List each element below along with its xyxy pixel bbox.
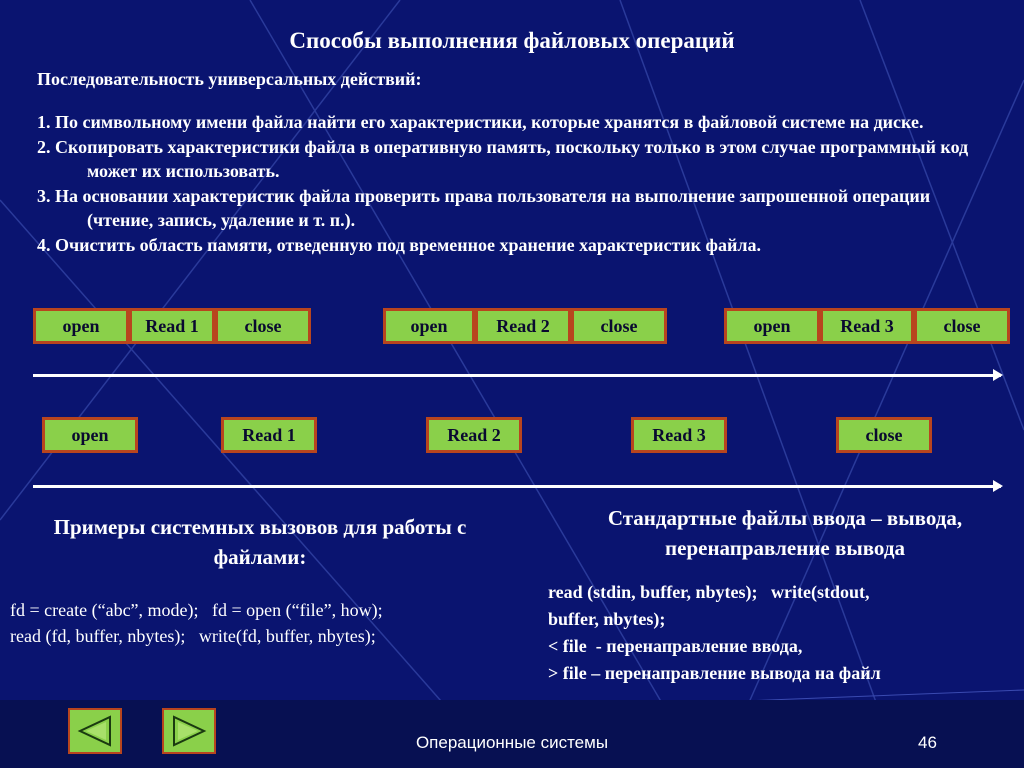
row1-group2-read: Read 2 [475,308,571,344]
row1-group2-open: open [383,308,475,344]
row1-group3-close: close [914,308,1010,344]
syscall-examples [10,597,383,649]
row1-group3-read: Read 3 [820,308,914,344]
step-1: 1. По символьному имени файла найти его характеристики, которые хранятся в файловой системе на диске. [37,112,924,132]
row1-group1-close: close [215,308,311,344]
steps-list [37,110,997,257]
step-4: 4. Очистить область памяти, отведенную под временное хранение характеристик файла. [37,234,761,255]
timeline-arrow-2 [33,485,1001,488]
course-name: Операционные системы [415,733,609,752]
row1-group1-read: Read 1 [129,308,215,344]
row1-group3-open: open [724,308,820,344]
step-3: 3. На основании характеристик файла проверить права пользователя на выполнение запрошенной операции (чтение, запись, удаление и т. п.). [37,185,931,230]
syscall-line-1: fd = create (“abc”, mode); fd = open (“file”, how); [10,600,383,620]
std-line-2: buffer, nbytes); [548,609,666,629]
row2-close: close [836,417,932,453]
row1-group1-open: open [33,308,129,344]
std-files-examples [548,579,881,687]
syscall-examples-heading: Примеры системных вызовов для работы с файлами: [53,515,467,569]
row2-read-2: Read 2 [426,417,522,453]
slide-title: Способы выполнения файловых операций [289,28,735,53]
timeline-arrow-1 [33,374,1001,377]
syscall-line-2: read (fd, buffer, nbytes); write(fd, buffer, nbytes); [10,626,376,646]
page-number: 46 [918,733,937,752]
std-line-1: read (stdin, buffer, nbytes); write(stdout, [548,582,870,602]
row1-group2-close: close [571,308,667,344]
std-line-3: < file - перенаправление ввода, [548,636,803,656]
row2-read-3: Read 3 [631,417,727,453]
row2-open: open [42,417,138,453]
row2-read-1: Read 1 [221,417,317,453]
std-line-4: > file – перенаправление вывода на файл [548,663,881,683]
step-2: 2. Скопировать характеристики файла в оперативную память, поскольку только в этом случае программный код может их использовать. [37,136,969,181]
std-files-heading: Стандартные файлы ввода – вывода, перенаправление вывода [607,506,963,560]
slide-subtitle: Последовательность универсальных действий: [37,69,422,89]
